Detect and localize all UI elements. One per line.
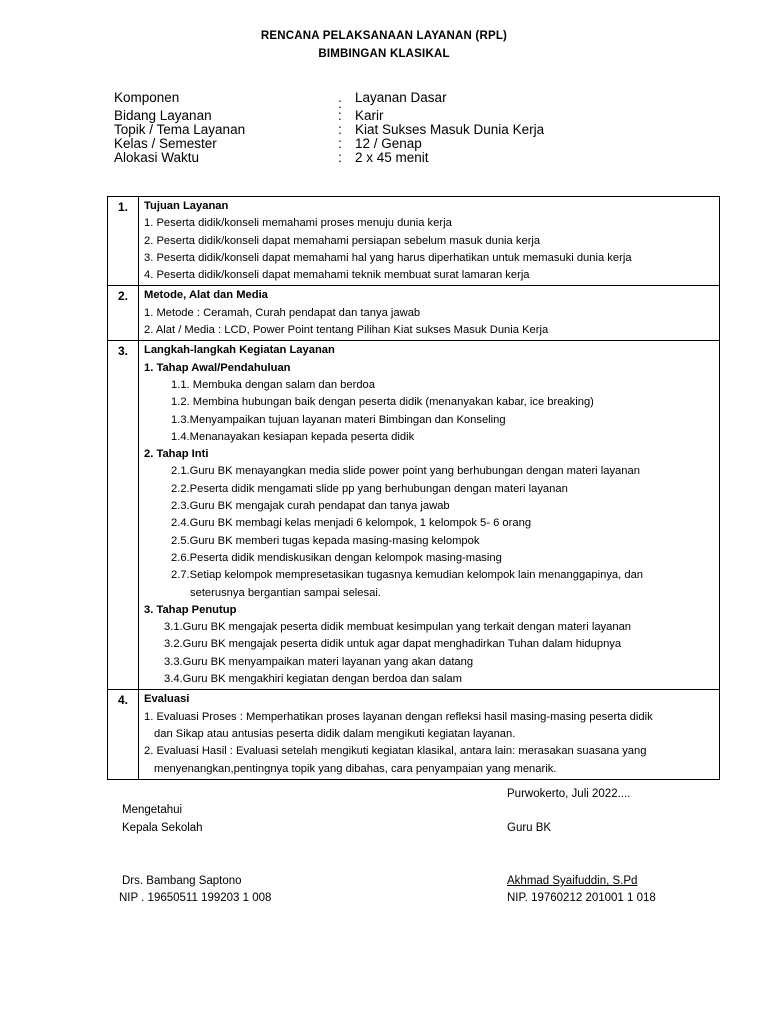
info-colon: : — [338, 136, 342, 151]
info-label: Kelas / Semester — [114, 136, 217, 151]
principal-name: Drs. Bambang Saptono — [122, 875, 242, 887]
principal-title: Kepala Sekolah — [122, 822, 203, 834]
section-row-langkah — [108, 341, 720, 690]
section-number: 2. — [108, 286, 139, 341]
list-item: 2.6.Peserta didik mendiskusikan dengan kelompok masing-masing — [171, 551, 502, 564]
info-value: 2 x 45 menit — [355, 150, 429, 165]
list-item: 1. Evaluasi Proses : Memperhatikan proses layanan dengan refleksi hasil masing-masing peserta didik — [144, 710, 653, 723]
section-number: 3. — [108, 341, 139, 690]
list-item: 2. Alat / Media : LCD, Power Point tentang Pilihan Kiat sukses Masuk Dunia Kerja — [144, 324, 549, 337]
section-row-tujuan — [108, 197, 720, 286]
list-item: 4. Peserta didik/konseli dapat memahami teknik membuat surat lamaran kerja — [144, 269, 530, 282]
section-row-metode — [108, 286, 720, 341]
list-item-continuation: dan Sikap atau antusias peserta didik dalam mengikuti kegiatan layanan. — [154, 727, 516, 740]
list-item: 2.2.Peserta didik mengamati slide pp yang berhubungan dengan materi layanan — [171, 482, 568, 495]
section-heading: Evaluasi — [144, 693, 190, 706]
stage-title: 2. Tahap Inti — [144, 448, 209, 461]
list-item: 1.3.Menyampaikan tujuan layanan materi Bimbingan dan Konseling — [171, 413, 506, 426]
info-colon: : — [338, 150, 342, 165]
list-item: 2. Evaluasi Hasil : Evaluasi setelah mengikuti kegiatan klasikal, antara lain: merasakan suasana yang — [144, 745, 647, 758]
list-item: 3.2.Guru BK mengajak peserta didik untuk agar dapat menghadirkan Tuhan dalam hidupnya — [164, 638, 622, 651]
section-content — [139, 341, 720, 690]
info-value: 12 / Genap — [355, 136, 422, 151]
list-item: 1. Peserta didik/konseli memahami proses menuju dunia kerja — [144, 217, 452, 230]
info-value: Layanan Dasar — [355, 90, 447, 105]
info-label: Topik / Tema Layanan — [114, 122, 246, 137]
section-heading: Metode, Alat dan Media — [144, 289, 268, 302]
place-date: Purwokerto, Juli 2022.... — [507, 788, 631, 800]
counselor-title: Guru BK — [507, 822, 552, 834]
list-item-continuation: menyenangkan,pentingnya topik yang dibahas, cara penyampaian yang menarik. — [154, 762, 557, 775]
stage-title: 1. Tahap Awal/Pendahuluan — [144, 361, 291, 374]
list-item: 2.4.Guru BK membagi kelas menjadi 6 kelompok, 1 kelompok 5- 6 orang — [171, 517, 532, 530]
section-heading: Langkah-langkah Kegiatan Layanan — [144, 344, 335, 357]
section-content — [139, 690, 720, 779]
list-item: 1. Metode : Ceramah, Curah pendapat dan tanya jawab — [144, 306, 421, 319]
list-item: 3.3.Guru BK menyampaikan materi layanan yang akan datang — [164, 655, 474, 668]
document-subtitle: BIMBINGAN KLASIKAL — [318, 48, 450, 60]
info-value: Kiat Sukses Masuk Dunia Kerja — [355, 122, 545, 137]
list-item: 2. Peserta didik/konseli dapat memahami persiapan sebelum masuk dunia kerja — [144, 234, 541, 247]
section-heading: Tujuan Layanan — [144, 200, 229, 212]
list-item: 3.1.Guru BK mengajak peserta didik membuat kesimpulan yang terkait dengan materi layanan — [164, 621, 632, 634]
info-value: Karir — [355, 108, 384, 123]
rpl-table — [107, 196, 720, 780]
list-item-continuation: seterusnya bergantian sampai selesai. — [190, 586, 381, 599]
section-number: 1. — [108, 197, 139, 286]
section-content — [139, 197, 720, 286]
info-label: Bidang Layanan — [114, 108, 212, 123]
list-item: 2.5.Guru BK memberi tugas kepada masing-masing kelompok — [171, 534, 480, 547]
stage-title: 3. Tahap Penutup — [144, 603, 237, 616]
section-content — [139, 286, 720, 341]
principal-nip: NIP . 19650511 199203 1 008 — [119, 892, 272, 904]
document-title: RENCANA PELAKSANAAN LAYANAN (RPL) — [260, 30, 508, 42]
section-row-evaluasi — [108, 690, 720, 779]
approval-label: Mengetahui — [122, 804, 183, 816]
list-item: 2.3.Guru BK mengajak curah pendapat dan tanya jawab — [171, 500, 450, 513]
list-item: 3. Peserta didik/konseli dapat memahami hal yang harus diperhatikan untuk memasuki dunia kerja — [144, 251, 632, 264]
list-item: 2.7.Setiap kelompok mempresetasikan tugasnya kemudian kelompok lain menanggapinya, dan — [171, 569, 644, 582]
list-item: 2.1.Guru BK menayangkan media slide power point yang berhubungan dengan materi layanan — [171, 465, 640, 478]
list-item: 1.1. Membuka dengan salam dan berdoa — [171, 378, 375, 391]
info-label: Alokasi Waktu — [114, 150, 200, 165]
counselor-name: Akhmad Syaifuddin, S.Pd — [507, 875, 638, 887]
counselor-nip: NIP. 19760212 201001 1 018 — [507, 892, 656, 904]
info-label: Komponen — [114, 90, 180, 105]
list-item: 1.4.Menanayakan kesiapan kepada peserta didik — [171, 430, 415, 443]
info-colon: : — [338, 108, 342, 123]
section-number: 4. — [108, 690, 139, 779]
list-item: 1.2. Membina hubungan baik dengan peserta didik (menanyakan kabar, ice breaking) — [171, 396, 594, 409]
list-item: 3.4.Guru BK mengakhiri kegiatan dengan berdoa dan salam — [164, 673, 462, 686]
info-colon: : — [338, 122, 342, 137]
info-colon: : — [338, 96, 342, 111]
